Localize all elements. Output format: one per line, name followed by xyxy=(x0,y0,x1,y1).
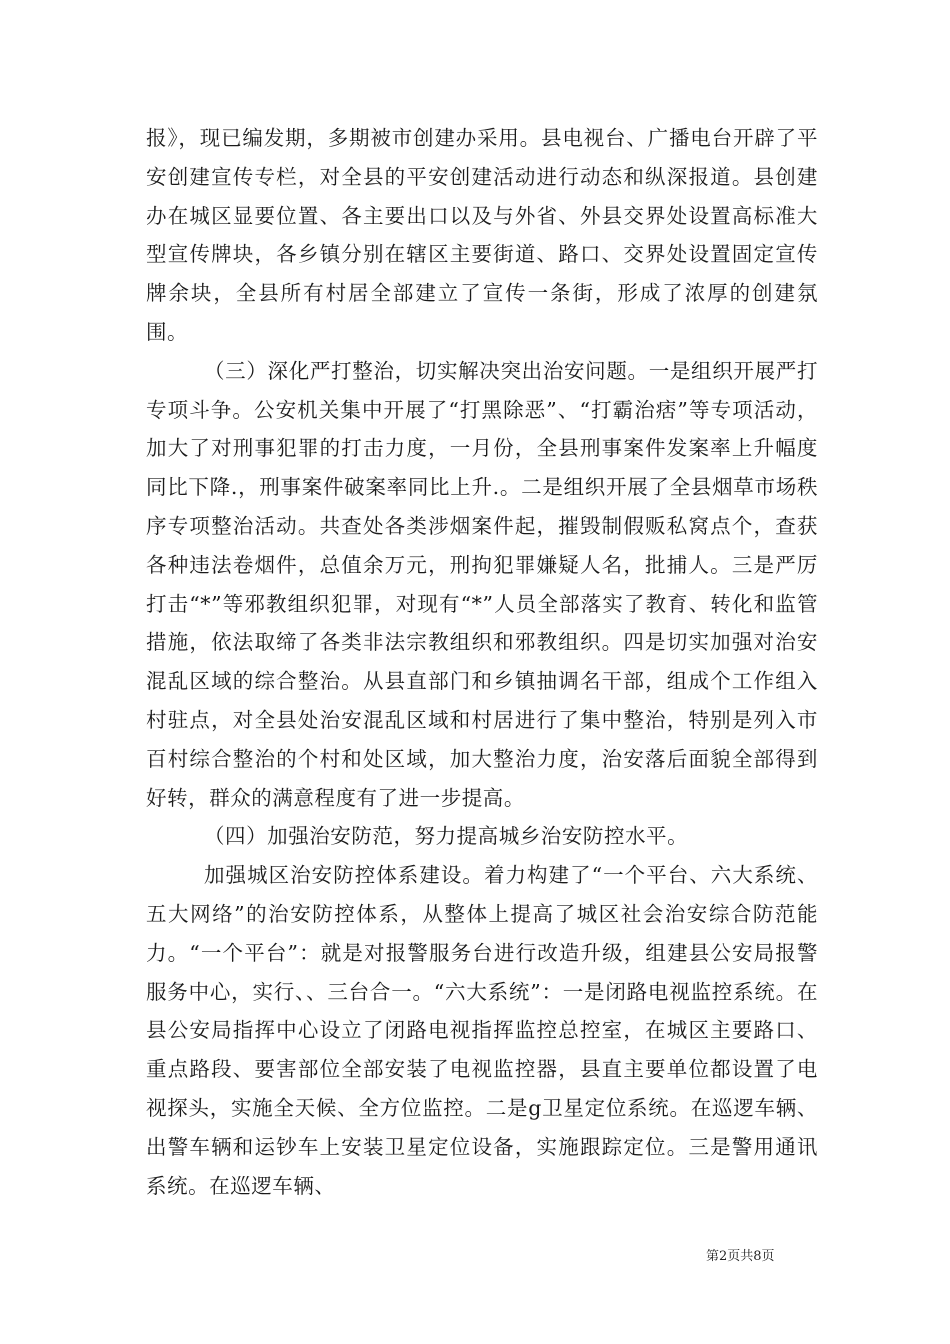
document-body xyxy=(146,119,818,1205)
paragraph-section-four-heading: （四）加强治安防范，努力提高城乡治安防控水平。 xyxy=(204,824,689,849)
paragraph-publicity-continued: 报》，现已编发期，多期被市创建办采用。县电视台、广播电台开辟了平安创建宣传专栏，对全县的平安创建活动进行动态和纵深报道。县创建办在城区显要位置、各主要出口以及与外省、外县交界处设置高标准大型宣传牌块，各乡镇分别在辖区主要街道、路口、交界处设置固定宣传牌余块，全县所有村居全部建立了宣传一条街，形成了浓厚的创建氛围。 xyxy=(146,126,818,344)
page-number-footer: 第2页共8页 xyxy=(706,1249,775,1264)
paragraph-urban-prevention: 加强城区治安防控体系建设。着力构建了“一个平台、六大系统、五大网络”的治安防控体系，从整体上提高了城区社会治安综合防范能力。“一个平台”：就是对报警服务台进行改造升级，组建县公安局报警服务中心，实行、、三台合一。“六大系统”：一是闭路电视监控系统。在县公安局指挥中心设立了闭路电视指挥监控总控室，在城区主要路口、重点路段、要害部位全部安装了电视监控器，县直主要单位都设置了电视探头，实施全天候、全方位监控。二是g卫星定位系统。在巡逻车辆、出警车辆和运钞车上安装卫星定位设备，实施跟踪定位。三是警用通讯系统。在巡逻车辆、 xyxy=(146,863,818,1198)
paragraph-section-three: （三）深化严打整治，切实解决突出治安问题。一是组织开展严打专项斗争。公安机关集中开展了“打黑除恶”、“打霸治痞”等专项活动，加大了对刑事犯罪的打击力度，一月份，全县刑事案件发案率上升幅度同比下降.，刑事案件破案率同比上升.。二是组织开展了全县烟草市场秩序专项整治活动。共查处各类涉烟案件起，摧毁制假贩私窝点个，查获各种违法卷烟件，总值余万元，刑拘犯罪嫌疑人名，批捕人。三是严厉打击“*”等邪教组织犯罪，对现有“*”人员全部落实了教育、转化和监管措施，依法取缔了各类非法宗教组织和邪教组织。四是切实加强对治安混乱区域的综合整治。从县直部门和乡镇抽调名干部，组成个工作组入村驻点，对全县处治安混乱区域和村居进行了集中整治，特别是列入市百村综合整治的个村和处区域，加大整治力度，治安落后面貌全部得到好转，群众的满意程度有了进一步提高。 xyxy=(146,358,818,810)
